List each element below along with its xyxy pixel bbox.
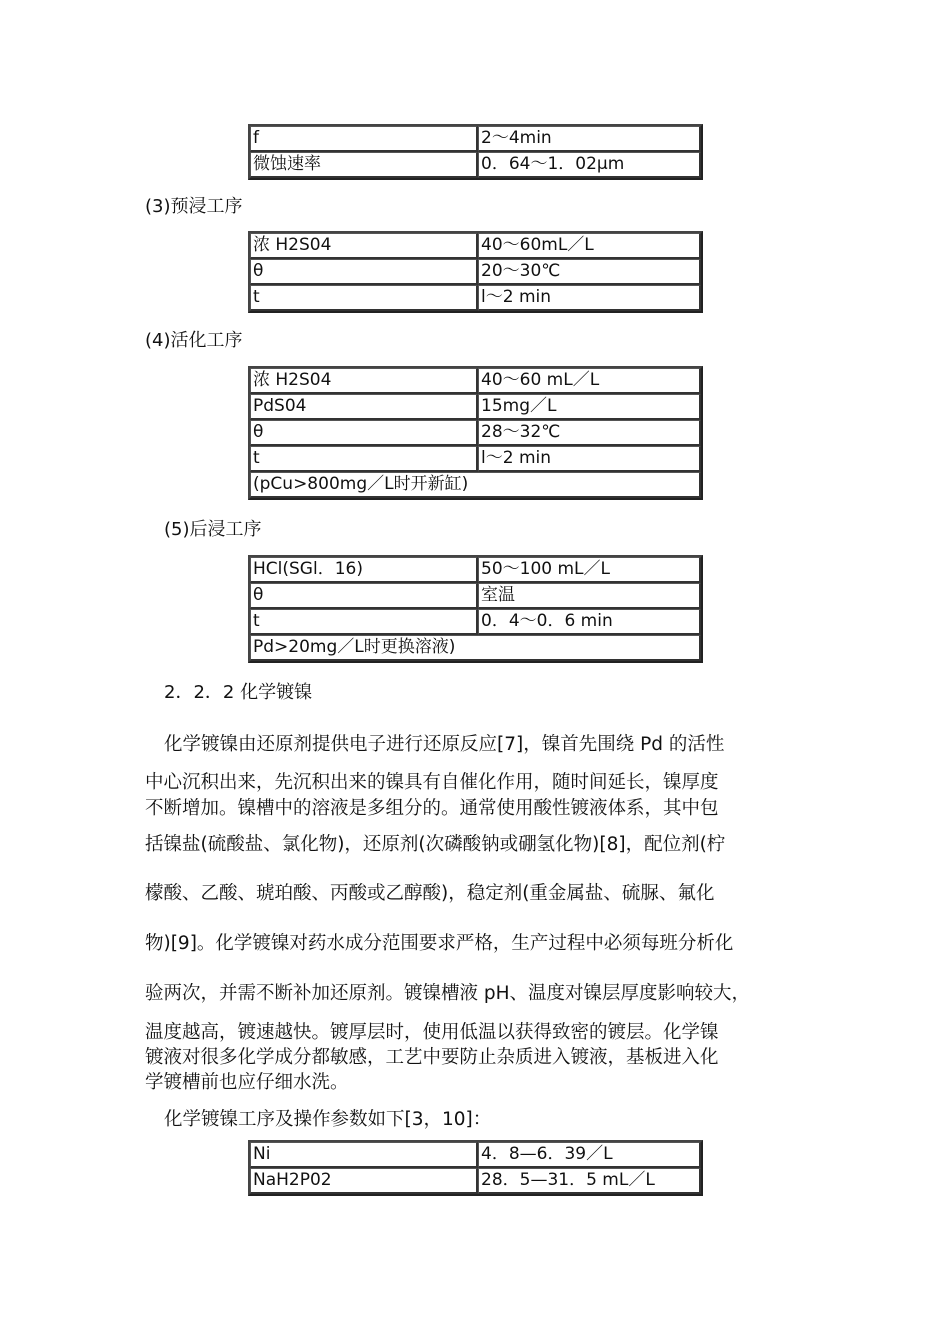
param-name: 微蚀速率 (250, 152, 478, 178)
param-value: 28～32℃ (478, 420, 701, 446)
param-name: t (250, 285, 478, 311)
paragraph-line: 中心沉积出来，先沉积出来的镍具有自催化作用，随时间延长，镍厚度 (145, 772, 719, 793)
param-value: 室温 (478, 583, 701, 609)
param-value: 0．4～0．6 min (478, 609, 701, 635)
activation-table (248, 366, 703, 500)
param-name: HCl(SGl．16) (250, 557, 478, 583)
param-name: θ (250, 583, 478, 609)
table-row (250, 420, 701, 446)
postdip-table (248, 555, 703, 663)
paragraph-line: 验两次，并需不断补加还原剂。镀镍槽液 pH、温度对镍层厚度影响较大， (145, 983, 751, 1004)
table-row (250, 635, 701, 661)
paragraph-line: 物)[9]。化学镀镍对药水成分范围要求严格，生产过程中必须每班分析化 (145, 933, 734, 954)
nickel-table (248, 1140, 703, 1196)
paragraph-line: 学镀槽前也应仔细水洗。 (145, 1072, 349, 1093)
paragraph-line: 不断增加。镍槽中的溶液是多组分的。通常使用酸性镀液体系，其中包 (145, 798, 719, 819)
table-row (250, 368, 701, 394)
param-name: f (250, 126, 478, 152)
paragraph-line: 化学镀镍由还原剂提供电子进行还原反应[7]，镍首先围绕 Pd 的活性 (164, 734, 725, 755)
param-name: Ni (250, 1142, 478, 1168)
param-value: 50～100 mL／L (478, 557, 701, 583)
table-row (250, 152, 701, 178)
table-row (250, 557, 701, 583)
table-row (250, 609, 701, 635)
table-row (250, 394, 701, 420)
paragraph-line: 檬酸、乙酸、琥珀酸、丙酸或乙醇酸)，稳定剂(重金属盐、硫脲、氟化 (145, 883, 715, 904)
section-heading-postdip: (5)后浸工序 (164, 519, 262, 540)
table-row (250, 285, 701, 311)
paragraph-line: 镀液对很多化学成分都敏感，工艺中要防止杂质进入镀液，基板进入化 (145, 1047, 719, 1068)
table-row (250, 446, 701, 472)
param-value: 2～4min (478, 126, 701, 152)
param-value: 4．8—6．39／L (478, 1142, 701, 1168)
param-name: t (250, 609, 478, 635)
param-name: θ (250, 259, 478, 285)
table-row (250, 126, 701, 152)
nickel-params-intro: 化学镀镍工序及操作参数如下[3，10]： (164, 1109, 492, 1130)
param-name: θ (250, 420, 478, 446)
paragraph-line: 括镍盐(硫酸盐、氯化物)，还原剂(次磷酸钠或硼氢化物)[8]，配位剂(柠 (145, 834, 726, 855)
predip-table (248, 231, 703, 313)
micro-etch-table (248, 124, 703, 180)
param-name: NaH2P02 (250, 1168, 478, 1194)
param-value: 20～30℃ (478, 259, 701, 285)
section-heading-predip: (3)预浸工序 (145, 196, 243, 217)
param-value: 0．64～1．02μm (478, 152, 701, 178)
param-name: 浓 H2S04 (250, 368, 478, 394)
param-value: l～2 min (478, 285, 701, 311)
param-value: l～2 min (478, 446, 701, 472)
param-value: 15mg／L (478, 394, 701, 420)
table-row (250, 583, 701, 609)
table-row (250, 1168, 701, 1194)
param-name: PdS04 (250, 394, 478, 420)
param-value: 28．5—31．5 mL／L (478, 1168, 701, 1194)
table-row (250, 233, 701, 259)
param-name: 浓 H2S04 (250, 233, 478, 259)
section-heading-activation: (4)活化工序 (145, 330, 243, 351)
table-note: Pd>20mg／L时更换溶液) (250, 635, 701, 661)
paragraph-line: 温度越高，镀速越快。镀厚层时，使用低温以获得致密的镀层。化学镍 (145, 1022, 719, 1043)
table-row (250, 259, 701, 285)
table-row (250, 1142, 701, 1168)
param-value: 40～60mL／L (478, 233, 701, 259)
table-note: (pCu>800mg／L时开新缸) (250, 472, 701, 498)
param-name: t (250, 446, 478, 472)
table-row (250, 472, 701, 498)
param-value: 40～60 mL／L (478, 368, 701, 394)
section-heading-electroless-nickel: 2．2．2 化学镀镍 (164, 682, 313, 703)
